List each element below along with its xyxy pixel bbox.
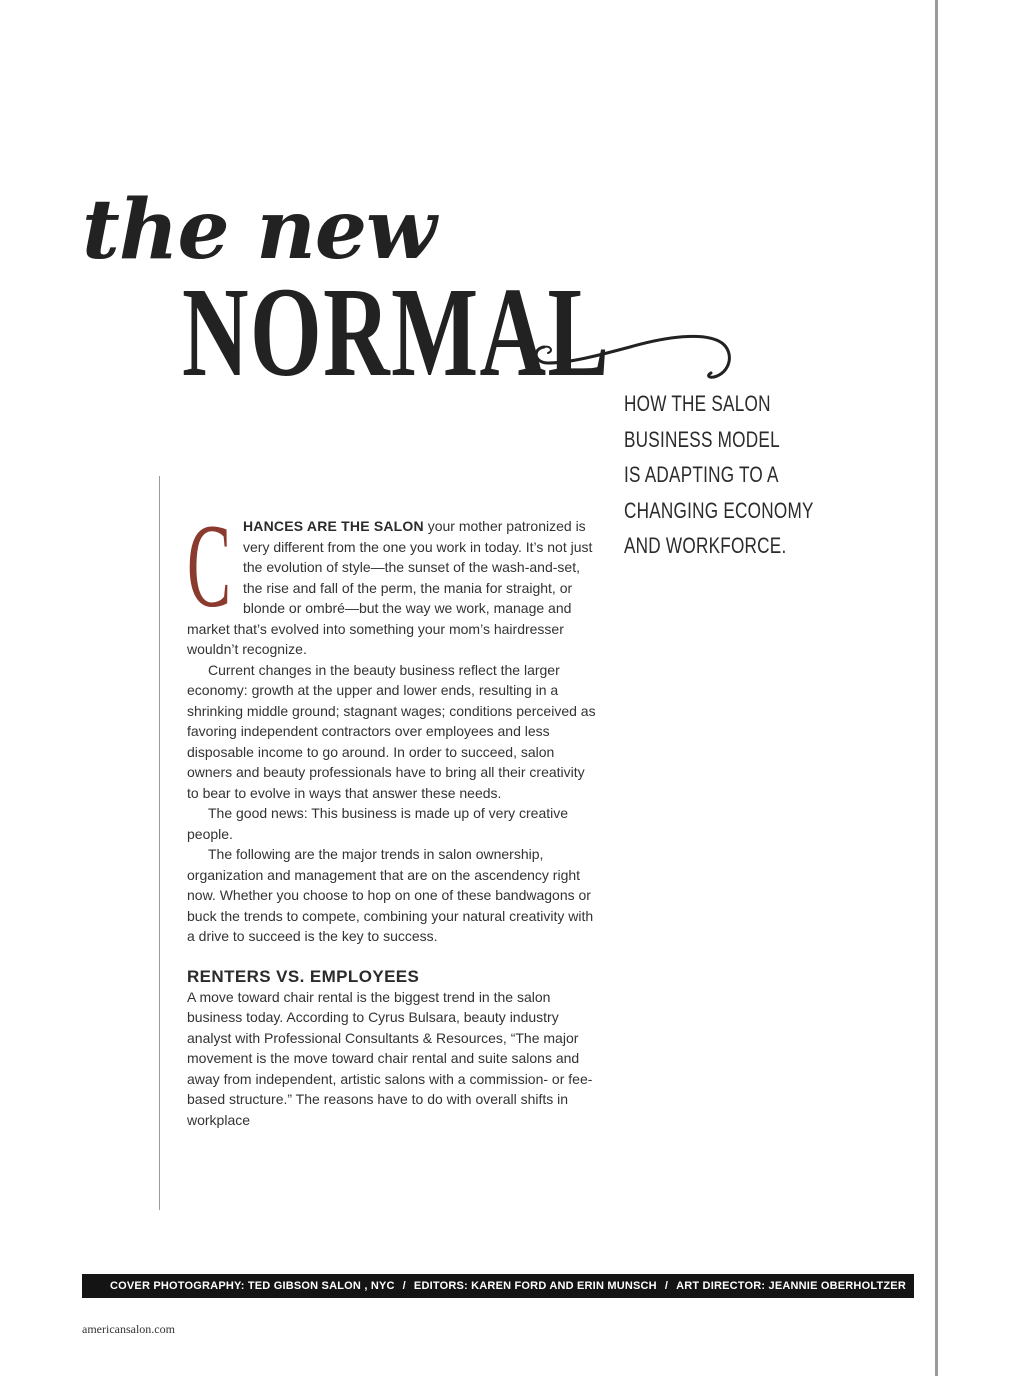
column-rule: [159, 476, 160, 1210]
subtitle-line: HOW THE SALON: [624, 391, 771, 416]
credit-separator: /: [664, 1280, 669, 1292]
credit-bar: [82, 1274, 914, 1298]
paragraph: Current changes in the beauty business reflect the larger economy: growth at the upper and lower ends, resulting in a shrinking middle ground; stagnant wages; conditions perceived as favoring independent contractors over employees and less disposable income to go around. In order to succeed, salon owners and beauty professionals have to bring all their creativity to bear to evolve in ways that answer these needs.: [187, 661, 596, 801]
facing-page-margin: [938, 0, 1024, 1376]
subtitle: [624, 386, 874, 564]
credit-editors: EDITORS: KAREN FORD AND ERIN MUNSCH: [413, 1280, 657, 1292]
article-body: [187, 499, 597, 1130]
title-main: NORMAL: [182, 261, 611, 403]
decorative-swash-icon: [530, 325, 740, 395]
section-heading: RENTERS VS. EMPLOYEES: [187, 966, 420, 986]
paragraph: A move toward chair rental is the biggest trend in the salon business today. According to Cyrus Bulsara, beauty industry analyst with Professional Consultants & Resources, “The major movement is the move toward chair rental and suite salons and away from independent, artistic salons with a commission- or fee-based structure.” The reasons have to do with overall shifts in workplace: [187, 988, 593, 1128]
subtitle-line: AND WORKFORCE.: [624, 533, 787, 558]
credit-art-director: ART DIRECTOR: JEANNIE OBERHOLTZER: [676, 1280, 906, 1292]
title-script: the new: [82, 182, 436, 278]
subtitle-line: BUSINESS MODEL: [624, 426, 780, 452]
paragraph-intro: [187, 499, 597, 660]
paragraph-intro-text: your mother patronized is very different from the one you work in today. It’s not just the evolution of style—the sunset of the wash-and-set, the rise and fall of the perm, the mania for straight, or blonde or ombré—but the way we work, manage and market that’s evolved into something your mom’s hairdresser wouldn’t recognize.: [187, 518, 593, 657]
subtitle-line: IS ADAPTING TO A: [624, 462, 779, 487]
lead-in: HANCES ARE THE SALON: [243, 518, 424, 534]
credit-cover: COVER PHOTOGRAPHY: TED GIBSON SALON , NYC: [110, 1280, 395, 1292]
subtitle-line: CHANGING ECONOMY: [624, 497, 814, 523]
paragraph: The good news: This business is made up of very creative people.: [187, 805, 569, 842]
credit-separator: /: [402, 1280, 406, 1292]
drop-cap: C: [187, 499, 232, 632]
paragraph: The following are the major trends in salon ownership, organization and management that are on the ascendency right now. Whether you choose to hop on one of these bandwagons or buck the trends to compete, combining your natural creativity with a drive to succeed is the key to success.: [187, 846, 594, 944]
footer-url: americansalon.com: [82, 1322, 175, 1336]
